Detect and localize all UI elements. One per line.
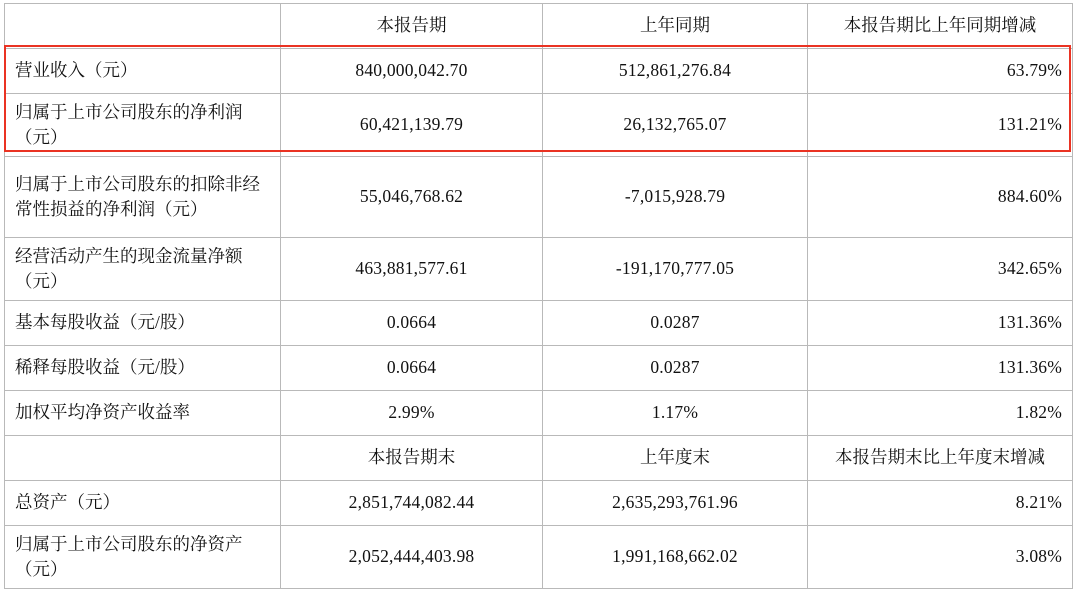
table-row	[5, 238, 1073, 301]
row-label: 总资产（元）	[5, 481, 281, 526]
row-label: 归属于上市公司股东的扣除非经常性损益的净利润（元）	[5, 157, 281, 238]
row-previous-value: -7,015,928.79	[543, 157, 808, 238]
row-current-value: 0.0664	[281, 301, 543, 346]
financial-summary-table	[4, 3, 1073, 589]
table-row	[5, 481, 1073, 526]
header-cell-prior-period: 上年同期	[543, 4, 808, 49]
header-cell-change: 本报告期比上年同期增减	[808, 4, 1073, 49]
row-previous-value: 1.17%	[543, 391, 808, 436]
row-previous-value: 2,635,293,761.96	[543, 481, 808, 526]
row-current-value: 0.0664	[281, 346, 543, 391]
table-row	[5, 391, 1073, 436]
row-change-value: 63.79%	[808, 49, 1073, 94]
table-row	[5, 346, 1073, 391]
row-previous-value: 0.0287	[543, 346, 808, 391]
row-previous-value: 512,861,276.84	[543, 49, 808, 94]
table-row	[5, 157, 1073, 238]
header2-cell-period-end: 本报告期末	[281, 436, 543, 481]
row-previous-value: -191,170,777.05	[543, 238, 808, 301]
financial-summary-sheet	[0, 3, 1080, 579]
row-change-value: 131.21%	[808, 94, 1073, 157]
table-header-row	[5, 4, 1073, 49]
row-label: 经营活动产生的现金流量净额（元）	[5, 238, 281, 301]
row-change-value: 1.82%	[808, 391, 1073, 436]
row-current-value: 55,046,768.62	[281, 157, 543, 238]
row-current-value: 2.99%	[281, 391, 543, 436]
row-label: 基本每股收益（元/股）	[5, 301, 281, 346]
row-previous-value: 26,132,765.07	[543, 94, 808, 157]
row-current-value: 60,421,139.79	[281, 94, 543, 157]
row-change-value: 884.60%	[808, 157, 1073, 238]
row-label: 稀释每股收益（元/股）	[5, 346, 281, 391]
row-current-value: 2,851,744,082.44	[281, 481, 543, 526]
table-second-header-row	[5, 436, 1073, 481]
table-row	[5, 526, 1073, 589]
row-label: 加权平均净资产收益率	[5, 391, 281, 436]
row-label: 归属于上市公司股东的净利润（元）	[5, 94, 281, 157]
row-previous-value: 1,991,168,662.02	[543, 526, 808, 589]
header-cell-current-period: 本报告期	[281, 4, 543, 49]
table-row	[5, 94, 1073, 157]
header-cell-empty	[5, 4, 281, 49]
row-label: 营业收入（元）	[5, 49, 281, 94]
row-current-value: 2,052,444,403.98	[281, 526, 543, 589]
header2-cell-empty	[5, 436, 281, 481]
row-change-value: 342.65%	[808, 238, 1073, 301]
row-previous-value: 0.0287	[543, 301, 808, 346]
row-change-value: 8.21%	[808, 481, 1073, 526]
row-change-value: 131.36%	[808, 346, 1073, 391]
header2-cell-change: 本报告期末比上年度末增减	[808, 436, 1073, 481]
table-row	[5, 301, 1073, 346]
row-change-value: 3.08%	[808, 526, 1073, 589]
row-current-value: 463,881,577.61	[281, 238, 543, 301]
header2-cell-prior-year-end: 上年度末	[543, 436, 808, 481]
row-label: 归属于上市公司股东的净资产（元）	[5, 526, 281, 589]
row-current-value: 840,000,042.70	[281, 49, 543, 94]
row-change-value: 131.36%	[808, 301, 1073, 346]
table-row	[5, 49, 1073, 94]
